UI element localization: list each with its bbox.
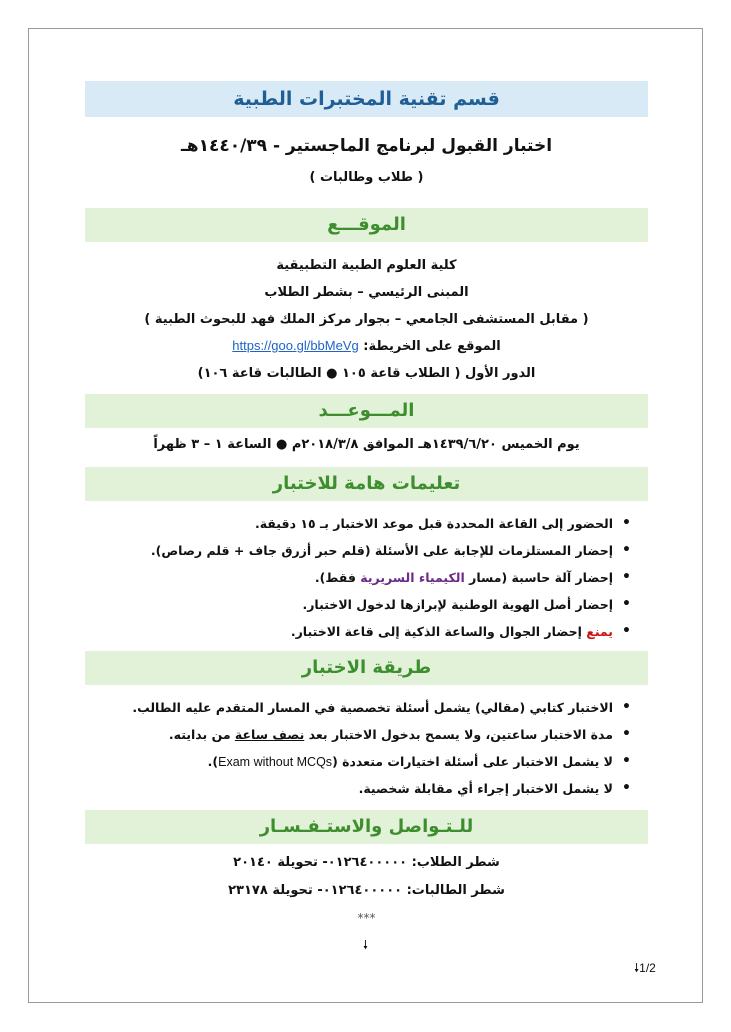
list-item [131,510,631,537]
bullet: • [622,780,631,796]
location-heading: الموقـــع [327,214,406,235]
list-item [131,775,631,802]
method-text: مدة الاختبار ساعتين، ولا يسمح بدخول الاختبار بعد [304,727,613,742]
list-item [131,694,631,721]
bullet: • [622,596,631,612]
contact-heading-banner [85,810,648,844]
bullet: • [622,726,631,742]
instructions-heading-banner [85,467,648,501]
list-item [131,564,631,591]
method-text: من بدايته. [168,727,235,742]
department-title: قسم تقنية المختبرات الطبية [233,88,500,110]
schedule-heading-banner [85,394,648,428]
floor-line: الدور الأول ( الطلاب قاعة ١٠٥ ● الطالبات قاعة ١٠٦) [197,366,536,381]
method-text: لا يشمل الاختبار إجراء أي مقابلة شخصية. [358,781,613,796]
arrow-down-icon: 🠗 [362,938,369,952]
method-text: لا يشمل الاختبار على أسئلة اختيارات متعددة ( [332,754,613,769]
clinical-chemistry-highlight: الكيمياء السريرية [360,570,465,585]
method-heading: طريقة الاختبار [301,657,432,678]
bullet: • [622,699,631,715]
map-label: الموقع على الخريطة: [363,339,501,354]
list-item [131,618,631,645]
contact-male-line: شطر الطلاب: ٠١٢٦٤٠٠٠٠٠- تحويلة ٢٠١٤٠ [233,855,500,870]
page-number [634,959,656,980]
bullet: • [622,623,631,639]
schedule-line: يوم الخميس ١٤٣٩/٦/٢٠هـ الموافق ٢٠١٨/٣/٨م ● الساعة ١ – ٣ ظهراً [153,437,580,452]
contact-female-line: شطر الطالبات: ٠١٢٦٤٠٠٠٠٠- تحويلة ٢٣١٧٨ [228,883,505,898]
bullet: • [622,542,631,558]
instructions-list [131,510,631,645]
exam-title: اختبار القبول لبرنامج الماجستير - ١٤٤٠/٣٩هـ [180,136,553,156]
arrow-down-icon: 🠗 [634,961,640,975]
list-item [131,748,631,775]
method-text: الاختبار كتابي (مقالي) يشمل أسئلة تخصصية في المسار المتقدم عليه الطالب. [132,700,613,715]
bullet: • [622,569,631,585]
prohibited-highlight: يمنع [586,624,613,639]
instructions-heading: تعليمات هامة للاختبار [272,473,461,494]
half-hour-underlined: نصف ساعة [234,727,305,742]
schedule-heading: المـــوعـــد [318,400,415,421]
separator-stars: *** [357,911,376,925]
bullet: • [622,515,631,531]
instruction-text: إحضار آلة حاسبة (مسار [464,570,613,585]
method-heading-banner [85,651,648,685]
exam-subtitle: ( طلاب وطالبات ) [309,170,424,185]
location-heading-banner [85,208,648,242]
location-line-1: كلية العلوم الطبية التطبيقية [276,258,457,273]
method-list [131,694,631,802]
page-number-text: 1/2 [639,961,656,975]
bullet: • [622,753,631,769]
instruction-text: إحضار أصل الهوية الوطنية لإبرازها لدخول الاختبار. [302,597,613,612]
instruction-text: فقط). [314,570,361,585]
list-item [131,537,631,564]
map-line [85,338,648,354]
instruction-text: إحضار المستلزمات للإجابة على الأسئلة (قلم حبر أزرق جاف + قلم رصاص). [150,543,613,558]
map-link[interactable]: https://goo.gl/bbMeVg [232,338,359,353]
department-title-banner [85,81,648,117]
location-line-2: المبنى الرئيسي – بشطر الطلاب [264,285,469,300]
list-item [131,721,631,748]
contact-heading: للـتـواصل والاستـفـسـار [259,816,474,837]
mcq-english-note: Exam without MCQs [218,755,333,769]
location-line-3: ( مقابل المستشفى الجامعي – بجوار مركز الملك فهد للبحوث الطبية ) [144,312,589,327]
method-text: ). [207,754,219,769]
instruction-text: الحضور إلى القاعة المحددة قبل موعد الاختبار بـ ١٥ دقيقة. [254,516,613,531]
list-item [131,591,631,618]
instruction-text: إحضار الجوال والساعة الذكية إلى قاعة الاختبار. [290,624,587,639]
